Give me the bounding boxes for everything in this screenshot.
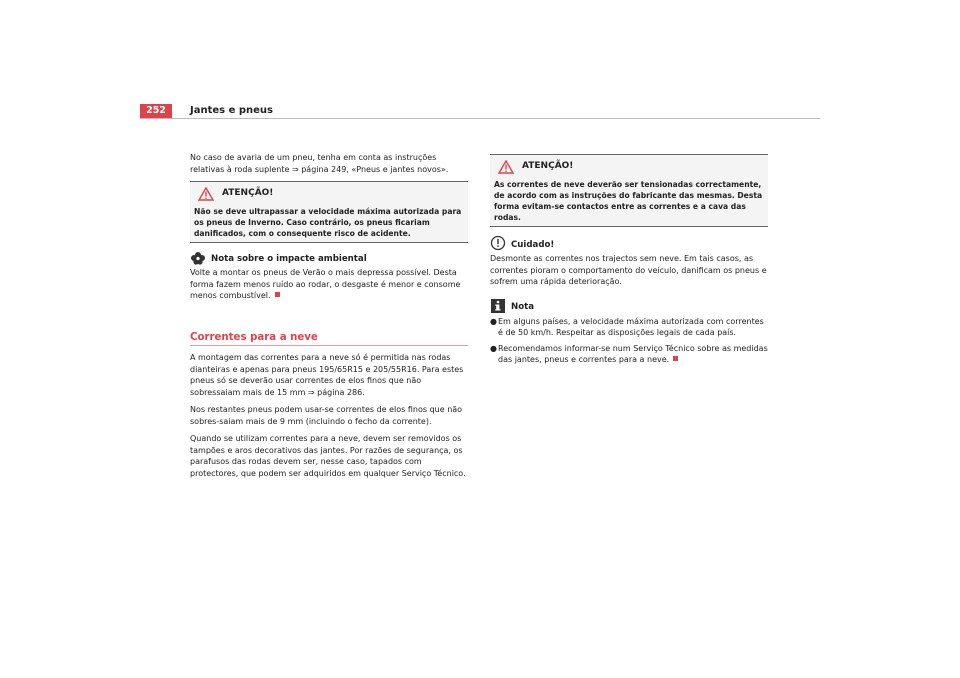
warning-text: Não se deve ultrapassar a velocidade máxima autorizada para os pneus de Inverno. Caso contrário, os pneus ficariam danificados, com o consequente risco de acidente.: [194, 207, 462, 238]
note-bullet-text: Recomendamos informar-se num Serviço Técnico sobre as medidas das jantes, pneus e correntes para a neve.: [498, 343, 768, 364]
intro-paragraph: No caso de avaria de um pneu, tenha em conta as instruções relativas à roda suplente ⇒ página 249, «Pneus e jantes novos».: [190, 153, 449, 174]
section-title-snow-chains: Correntes para a neve: [190, 332, 468, 347]
note-header: [490, 298, 768, 314]
note-bullet-item: [490, 343, 768, 366]
header-divider: [140, 118, 820, 119]
caution-title: Cuidado!: [511, 239, 555, 250]
snow-chains-paragraph-2: Nos restantes pneus podem usar-se correntes de elos finos que não sobres-saiam mais de 9 mm (incluindo o fecho da corrente).: [190, 405, 463, 426]
environment-note-header: [190, 251, 468, 265]
caution-header: [490, 235, 768, 251]
exclamation-circle-icon: [490, 235, 506, 251]
warning-box-chain-tension: [490, 154, 768, 227]
snow-chains-paragraph-1: A montagem das correntes para a neve só é permitida nas rodas dianteiras e apenas para pneus 195/65R15 e 205/55R16. Para estes pneus só se deverão usar correntes de elos finos que não sobressaiam mais de 15 mm ⇒ página 286.: [190, 353, 464, 397]
warning-title: ATENÇÃO!: [222, 188, 274, 199]
environment-note-title: Nota sobre o impacte ambiental: [211, 253, 367, 264]
section-end-marker: [275, 292, 280, 297]
caution-text: Desmonte as correntes nos trajectos sem neve. Em tais casos, as correntes pioram o comportamento do veículo, danificam os pneus e sofrem uma rápida deterioração.: [490, 254, 767, 286]
warning-box-winter-tyres: [190, 181, 468, 243]
snow-chains-paragraph-3: Quando se utilizam correntes para a neve, devem ser removidos os tampões e aros decorativos das jantes. Por razões de segurança, os parafusos das rodas devem ser, nesse caso, tapados com protectores, que podem ser adquiridos em qualquer Serviço Técnico.: [190, 434, 466, 478]
bullet-icon: ●: [490, 316, 497, 326]
environment-note-text: Volte a montar os pneus de Verão o mais depressa possível. Desta forma fazem menos ruído ao rodar, o desgaste é menor e consome menos combustível.: [190, 268, 461, 300]
note-bullet-item: [490, 316, 768, 339]
note-bullet-text: Em alguns países, a velocidade máxima autorizada com correntes é de 50 km/h. Respeitar as disposições legais de cada país.: [498, 316, 764, 337]
warning-header: [494, 155, 764, 179]
warning-text: As correntes de neve deverão ser tensionadas correctamente, de acordo com as instruções do fabricante das mesmas. Desta forma evitam-se contactos entre as correntes e a cava das rodas.: [494, 180, 763, 222]
flower-icon: [190, 251, 206, 265]
warning-header: [194, 182, 464, 206]
warning-triangle-icon: [498, 160, 514, 174]
section-end-marker: [673, 356, 678, 361]
page-number: 252: [140, 104, 172, 118]
right-column: [490, 152, 768, 370]
note-icon: [490, 298, 506, 314]
warning-triangle-icon: [198, 187, 214, 201]
left-column: [190, 152, 468, 485]
note-title: Nota: [511, 302, 535, 312]
page-header-title: Jantes e pneus: [190, 105, 273, 116]
bullet-icon: ●: [490, 343, 497, 353]
warning-title: ATENÇÃO!: [522, 161, 574, 172]
